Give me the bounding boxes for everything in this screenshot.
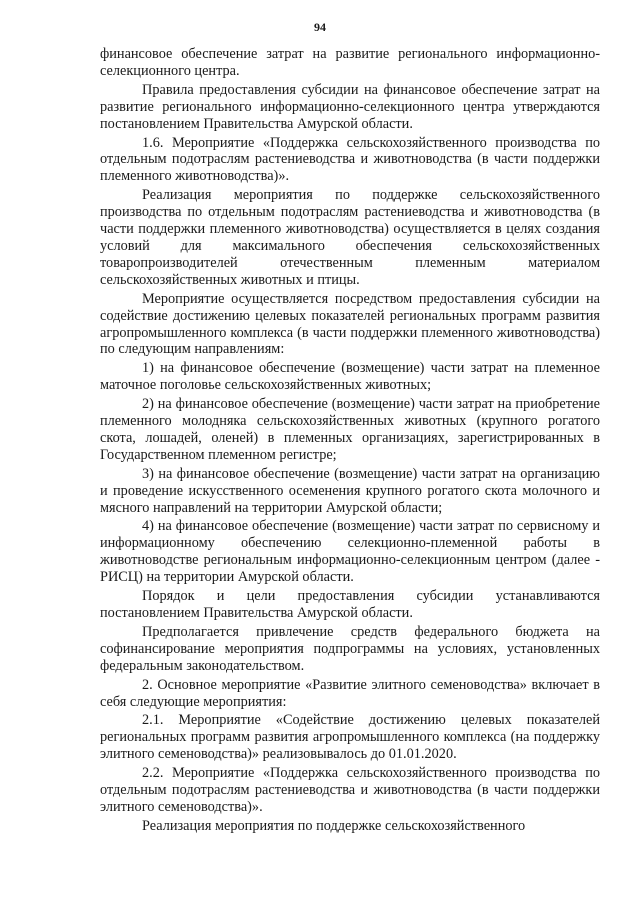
paragraph: 2.2. Мероприятие «Поддержка сельскохозяйственного производства по отдельным подотраслям растениеводства и животноводства (в части поддержки элитного семеноводства)». — [100, 765, 600, 815]
list-item: 2) на финансовое обеспечение (возмещение) части затрат на приобретение племенного молодняка сельскохозяйственных животных (крупного рогатого скота, лошадей, оленей) в племенных организациях, зарегистрированных в Государственном племенном регистре; — [100, 396, 600, 463]
list-item: 1) на финансовое обеспечение (возмещение) части затрат на племенное маточное поголовье сельскохозяйственных животных; — [100, 360, 600, 394]
paragraph: 2. Основное мероприятие «Развитие элитного семеноводства» включает в себя следующие мероприятия: — [100, 676, 600, 710]
paragraph: Правила предоставления субсидии на финансовое обеспечение затрат на развитие регионального информационно-селекционного центра утверждаются постановлением Правительства Амурской области. — [100, 81, 600, 132]
paragraph: Реализация мероприятия по поддержке сельскохозяйственного — [142, 817, 526, 834]
paragraph: Реализация мероприятия по поддержке сельскохозяйственного производства по отдельным подотраслям растениеводства и животноводства (в части поддержки племенного животноводства) осуществляется в целях создания условий для максимального обеспечения сельскохозяйственных товаропроизводителей отечественным племенным материалом сельскохозяйственных животных и птицы. — [100, 187, 600, 288]
paragraph: Предполагается привлечение средств федерального бюджета на софинансирование мероприятия подпрограммы на условиях, установленных федеральным законодательством. — [100, 623, 600, 674]
paragraph: 2.1. Мероприятие «Содействие достижению целевых показателей региональных программ развития агропромышленного комплекса (на поддержку элитного семеноводства)» реализовывалось до 01.01.2020. — [100, 712, 600, 763]
paragraph: Мероприятие осуществляется посредством предоставления субсидии на содействие достижению целевых показателей региональных программ развития агропромышленного комплекса (в части поддержки племенного животноводства) по следующим направлениям: — [100, 290, 600, 358]
paragraph: Порядок и цели предоставления субсидии устанавливаются постановлением Правительства Амурской области. — [100, 588, 600, 621]
list-item: 3) на финансовое обеспечение (возмещение) части затрат на организацию и проведение искусственного осеменения крупного рогатого скота молочного и мясного направлений на территории Амурской области; — [100, 465, 600, 516]
paragraph: финансовое обеспечение затрат на развитие регионального информационно-селекционного центра. — [100, 46, 600, 79]
document-body — [100, 46, 600, 835]
paragraph: 1.6. Мероприятие «Поддержка сельскохозяйственного производства по отдельным подотраслям растениеводства и животноводства (в части поддержки племенного животноводства)». — [100, 134, 600, 185]
page-number: 94 — [314, 20, 326, 34]
list-item: 4) на финансовое обеспечение (возмещение) части затрат по сервисному и информационному обеспечению селекционно-племенной работы в животноводстве региональным информационно-селекционным центром (далее - РИСЦ) на территории Амурской области. — [100, 518, 600, 586]
